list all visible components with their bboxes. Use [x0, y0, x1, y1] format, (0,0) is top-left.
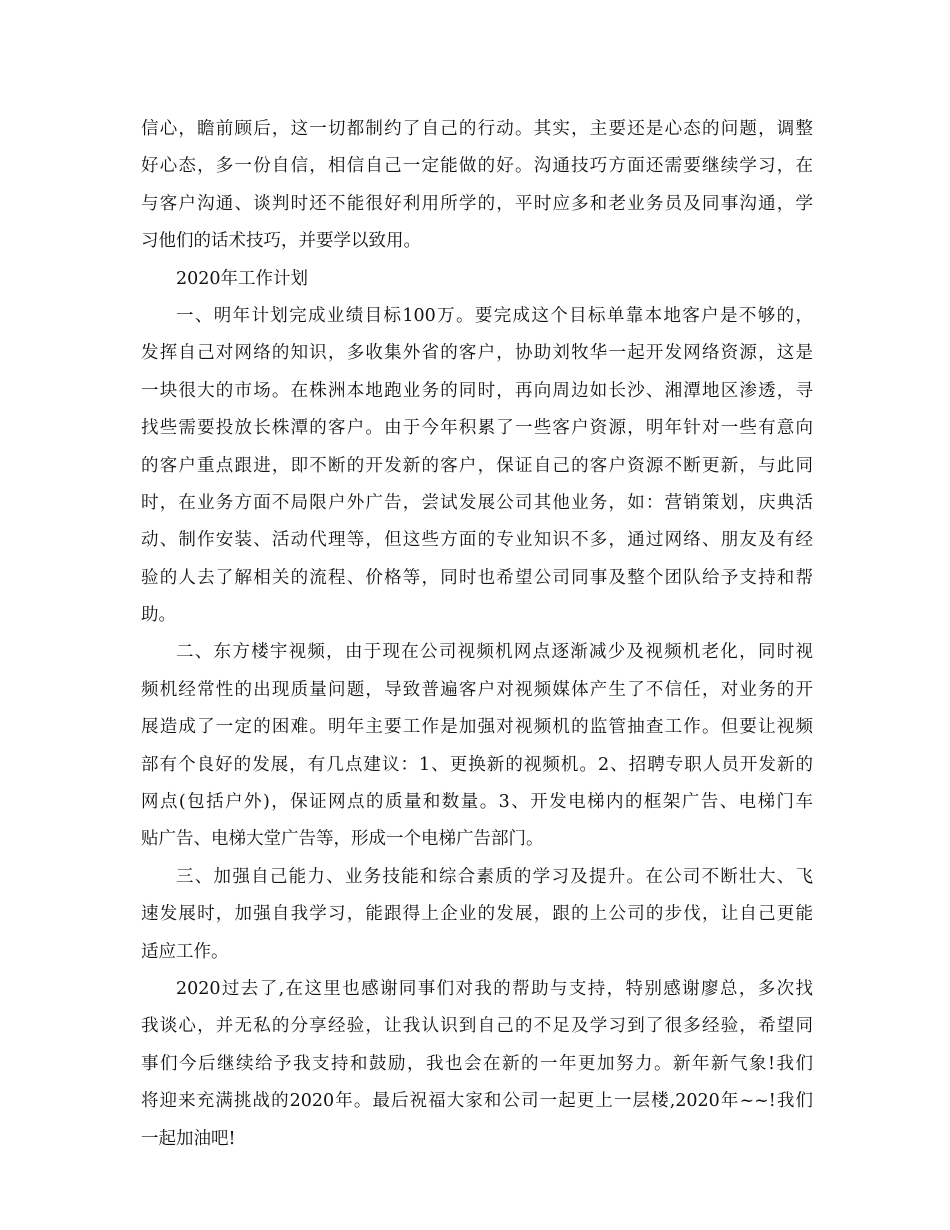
text-line: 助。 [141, 605, 176, 626]
text-line: 2020年工作计划 [176, 268, 309, 289]
text-line: 时，在业务方面不局限户外广告，尝试发展公司其他业务，如：营销策划，庆典活 [141, 492, 813, 513]
text-line: 频机经常性的出现质量问题，导致普遍客户对视频媒体产生了不信任，对业务的开 [141, 679, 813, 700]
text-line: 找些需要投放长株潭的客户。由于今年积累了一些客户资源，明年针对一些有意向 [141, 418, 813, 439]
text-line: 网点(包括户外)，保证网点的质量和数量。3、开发电梯内的框架广告、电梯门车 [141, 792, 813, 813]
text-line: 三、加强自己能力、业务技能和综合素质的学习及提升。在公司不断壮大、飞 [176, 866, 813, 887]
text-line: 一、明年计划完成业绩目标100万。要完成这个目标单靠本地客户是不够的， [176, 305, 813, 326]
text-line: 二、东方楼宇视频，由于现在公司视频机网点逐渐减少及视频机老化，同时视 [176, 642, 813, 663]
text-line: 一块很大的市场。在株洲本地跑业务的同时，再向周边如长沙、湘潭地区渗透，寻 [141, 380, 813, 401]
text-line: 部有个良好的发展，有几点建议：1、更换新的视频机。2、招聘专职人员开发新的 [141, 754, 813, 775]
text-line: 的客户重点跟进，即不断的开发新的客户，保证自己的客户资源不断更新，与此同 [141, 455, 813, 476]
text-line: 事们今后继续给予我支持和鼓励，我也会在新的一年更加努力。新年新气象!我们 [141, 1053, 813, 1074]
text-line: 速发展时，加强自我学习，能跟得上企业的发展，跟的上公司的步伐，让自己更能 [141, 904, 813, 925]
text-line: 适应工作。 [141, 941, 229, 962]
text-line: 展造成了一定的困难。明年主要工作是加强对视频机的监管抽查工作。但要让视频 [141, 717, 813, 738]
text-line: 验的人去了解相关的流程、价格等，同时也希望公司同事及整个团队给予支持和帮 [141, 567, 813, 588]
text-line: 发挥自己对网络的知识，多收集外省的客户，协助刘牧华一起开发网络资源，这是 [141, 343, 813, 364]
text-line: 将迎来充满挑战的2020年。最后祝福大家和公司一起更上一层楼,2020年~~!我们 [141, 1091, 813, 1112]
document-body [141, 111, 813, 1158]
text-line: 我谈心，并无私的分享经验，让我认识到自己的不足及学习到了很多经验，希望同 [141, 1016, 813, 1037]
text-line: 动、制作安装、活动代理等，但这些方面的专业知识不多，通过网络、朋友及有经 [141, 530, 813, 551]
text-line: 习他们的话术技巧，并要学以致用。 [141, 231, 421, 252]
text-line: 2020过去了,在这里也感谢同事们对我的帮助与支持，特别感谢廖总，多次找 [176, 978, 813, 999]
text-line: 与客户沟通、谈判时还不能很好利用所学的，平时应多和老业务员及同事沟通，学 [141, 193, 813, 214]
text-line: 一起加油吧! [141, 1128, 236, 1149]
text-line: 贴广告、电梯大堂广告等，形成一个电梯广告部门。 [141, 829, 544, 850]
text-line: 信心，瞻前顾后，这一切都制约了自己的行动。其实，主要还是心态的问题，调整 [141, 119, 813, 139]
text-line: 好心态，多一份自信，相信自己一定能做的好。沟通技巧方面还需要继续学习，在 [141, 156, 813, 177]
